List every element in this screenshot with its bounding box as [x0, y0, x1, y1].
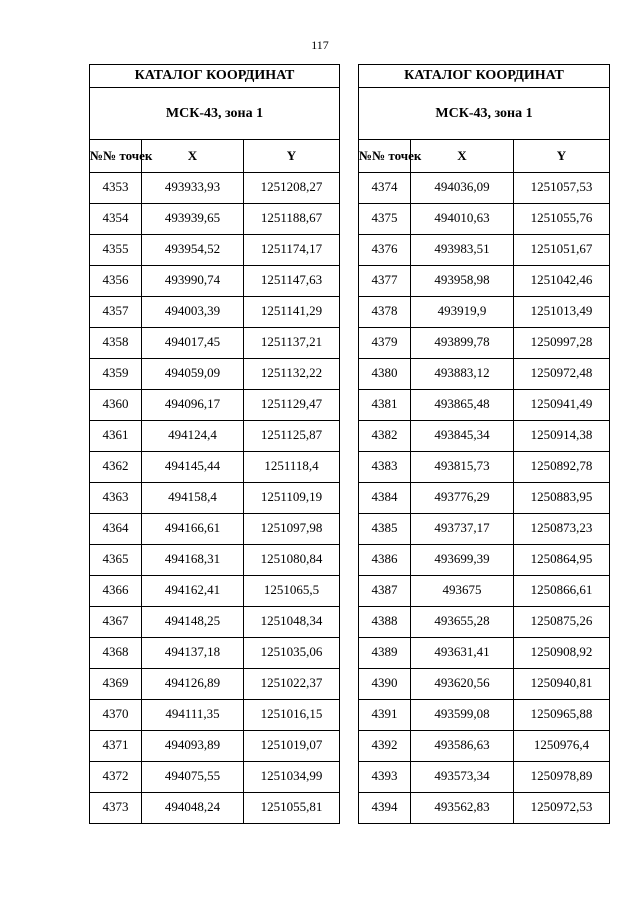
x-coordinate-cell: 494036,09 [411, 173, 514, 204]
y-coordinate-cell: 1251109,19 [244, 483, 340, 514]
y-coordinate-cell: 1250875,26 [514, 607, 610, 638]
point-number-cell: 4377 [359, 266, 411, 297]
x-coordinate-cell: 494145,44 [142, 452, 244, 483]
y-coordinate-cell: 1251141,29 [244, 297, 340, 328]
x-coordinate-cell: 494093,89 [142, 731, 244, 762]
point-number-cell: 4389 [359, 638, 411, 669]
point-number-cell: 4370 [90, 700, 142, 731]
coordinate-catalog-table-left [89, 64, 340, 824]
table-row [359, 483, 610, 514]
point-number-cell: 4369 [90, 669, 142, 700]
y-coordinate-cell: 1251051,67 [514, 235, 610, 266]
point-number-cell: 4385 [359, 514, 411, 545]
table-row [90, 235, 340, 266]
point-number-cell: 4382 [359, 421, 411, 452]
point-number-cell: 4381 [359, 390, 411, 421]
table-row [359, 793, 610, 824]
point-number-cell: 4372 [90, 762, 142, 793]
table-row [90, 576, 340, 607]
point-number-cell: 4355 [90, 235, 142, 266]
x-coordinate-cell: 494158,4 [142, 483, 244, 514]
x-coordinate-cell: 493939,65 [142, 204, 244, 235]
point-number-cell: 4354 [90, 204, 142, 235]
point-number-cell: 4388 [359, 607, 411, 638]
table-row [90, 669, 340, 700]
coordinate-system-subtitle: МСК-43, зона 1 [90, 88, 340, 140]
x-coordinate-cell: 493776,29 [411, 483, 514, 514]
point-number-cell: 4387 [359, 576, 411, 607]
x-coordinate-cell: 493899,78 [411, 328, 514, 359]
table-row [90, 328, 340, 359]
table-row [359, 576, 610, 607]
point-number-cell: 4361 [90, 421, 142, 452]
table-row [359, 328, 610, 359]
point-number-cell: 4367 [90, 607, 142, 638]
x-coordinate-cell: 493815,73 [411, 452, 514, 483]
column-header-y: Y [514, 140, 610, 173]
table-row [359, 421, 610, 452]
table-row [359, 700, 610, 731]
page-number: 117 [311, 38, 329, 52]
x-coordinate-cell: 494124,4 [142, 421, 244, 452]
x-coordinate-cell: 493933,93 [142, 173, 244, 204]
y-coordinate-cell: 1251057,53 [514, 173, 610, 204]
x-coordinate-cell: 494148,25 [142, 607, 244, 638]
x-coordinate-cell: 494003,39 [142, 297, 244, 328]
y-coordinate-cell: 1251022,37 [244, 669, 340, 700]
y-coordinate-cell: 1251174,17 [244, 235, 340, 266]
y-coordinate-cell: 1251208,27 [244, 173, 340, 204]
x-coordinate-cell: 493620,56 [411, 669, 514, 700]
x-coordinate-cell: 494096,17 [142, 390, 244, 421]
x-coordinate-cell: 494111,35 [142, 700, 244, 731]
x-coordinate-cell: 493573,34 [411, 762, 514, 793]
point-number-cell: 4375 [359, 204, 411, 235]
point-number-cell: 4356 [90, 266, 142, 297]
x-coordinate-cell: 494137,18 [142, 638, 244, 669]
x-coordinate-cell: 494048,24 [142, 793, 244, 824]
x-coordinate-cell: 493631,41 [411, 638, 514, 669]
table-row [90, 514, 340, 545]
y-coordinate-cell: 1251042,46 [514, 266, 610, 297]
table-row [359, 669, 610, 700]
y-coordinate-cell: 1251055,76 [514, 204, 610, 235]
table-row [90, 607, 340, 638]
y-coordinate-cell: 1251188,67 [244, 204, 340, 235]
point-number-cell: 4393 [359, 762, 411, 793]
point-number-cell: 4380 [359, 359, 411, 390]
y-coordinate-cell: 1251048,34 [244, 607, 340, 638]
y-coordinate-cell: 1250940,81 [514, 669, 610, 700]
table-row [359, 359, 610, 390]
x-coordinate-cell: 493562,83 [411, 793, 514, 824]
table-row [90, 173, 340, 204]
point-number-cell: 4390 [359, 669, 411, 700]
x-coordinate-cell: 494162,41 [142, 576, 244, 607]
x-coordinate-cell: 494166,61 [142, 514, 244, 545]
point-number-cell: 4359 [90, 359, 142, 390]
y-coordinate-cell: 1250914,38 [514, 421, 610, 452]
x-coordinate-cell: 493865,48 [411, 390, 514, 421]
table-row [359, 204, 610, 235]
x-coordinate-cell: 494126,89 [142, 669, 244, 700]
table-body [359, 173, 610, 824]
x-coordinate-cell: 494075,55 [142, 762, 244, 793]
x-coordinate-cell: 494059,09 [142, 359, 244, 390]
table-row [90, 700, 340, 731]
point-number-cell: 4368 [90, 638, 142, 669]
y-coordinate-cell: 1250866,61 [514, 576, 610, 607]
y-coordinate-cell: 1251034,99 [244, 762, 340, 793]
y-coordinate-cell: 1251125,87 [244, 421, 340, 452]
y-coordinate-cell: 1251097,98 [244, 514, 340, 545]
y-coordinate-cell: 1250941,49 [514, 390, 610, 421]
table-row [90, 390, 340, 421]
x-coordinate-cell: 494168,31 [142, 545, 244, 576]
point-number-cell: 4376 [359, 235, 411, 266]
point-number-cell: 4364 [90, 514, 142, 545]
table-row [359, 173, 610, 204]
point-number-cell: 4386 [359, 545, 411, 576]
table-row [90, 731, 340, 762]
table-row [90, 421, 340, 452]
table-row [359, 297, 610, 328]
y-coordinate-cell: 1250978,89 [514, 762, 610, 793]
y-coordinate-cell: 1250972,53 [514, 793, 610, 824]
y-coordinate-cell: 1250976,4 [514, 731, 610, 762]
y-coordinate-cell: 1250892,78 [514, 452, 610, 483]
x-coordinate-cell: 493655,28 [411, 607, 514, 638]
y-coordinate-cell: 1251016,15 [244, 700, 340, 731]
table-row [359, 731, 610, 762]
x-coordinate-cell: 493845,34 [411, 421, 514, 452]
point-number-cell: 4394 [359, 793, 411, 824]
table-row [359, 266, 610, 297]
table-row [90, 793, 340, 824]
x-coordinate-cell: 493954,52 [142, 235, 244, 266]
point-number-cell: 4363 [90, 483, 142, 514]
y-coordinate-cell: 1251013,49 [514, 297, 610, 328]
y-coordinate-cell: 1250864,95 [514, 545, 610, 576]
y-coordinate-cell: 1250965,88 [514, 700, 610, 731]
point-number-cell: 4373 [90, 793, 142, 824]
point-number-cell: 4353 [90, 173, 142, 204]
coordinate-catalog-table-right [358, 64, 610, 824]
table-row [359, 390, 610, 421]
point-number-cell: 4366 [90, 576, 142, 607]
table-row [359, 762, 610, 793]
x-coordinate-cell: 493699,39 [411, 545, 514, 576]
y-coordinate-cell: 1251055,81 [244, 793, 340, 824]
x-coordinate-cell: 493983,51 [411, 235, 514, 266]
catalog-title: КАТАЛОГ КООРДИНАТ [359, 65, 610, 88]
point-number-cell: 4378 [359, 297, 411, 328]
column-header-point-number: №№ точек [359, 140, 411, 173]
x-coordinate-cell: 493737,17 [411, 514, 514, 545]
x-coordinate-cell: 493958,98 [411, 266, 514, 297]
table-row [90, 452, 340, 483]
point-number-cell: 4379 [359, 328, 411, 359]
column-header-y: Y [244, 140, 340, 173]
y-coordinate-cell: 1251065,5 [244, 576, 340, 607]
x-coordinate-cell: 493883,12 [411, 359, 514, 390]
table-row [359, 545, 610, 576]
table-row [359, 638, 610, 669]
table-row [359, 235, 610, 266]
y-coordinate-cell: 1251118,4 [244, 452, 340, 483]
y-coordinate-cell: 1250972,48 [514, 359, 610, 390]
catalog-title: КАТАЛОГ КООРДИНАТ [90, 65, 340, 88]
point-number-cell: 4357 [90, 297, 142, 328]
point-number-cell: 4371 [90, 731, 142, 762]
y-coordinate-cell: 1251132,22 [244, 359, 340, 390]
y-coordinate-cell: 1251137,21 [244, 328, 340, 359]
point-number-cell: 4384 [359, 483, 411, 514]
column-header-x: X [142, 140, 244, 173]
point-number-cell: 4360 [90, 390, 142, 421]
x-coordinate-cell: 493675 [411, 576, 514, 607]
y-coordinate-cell: 1250873,23 [514, 514, 610, 545]
point-number-cell: 4391 [359, 700, 411, 731]
point-number-cell: 4362 [90, 452, 142, 483]
table-body [90, 173, 340, 824]
table-row [359, 607, 610, 638]
y-coordinate-cell: 1251129,47 [244, 390, 340, 421]
x-coordinate-cell: 493586,63 [411, 731, 514, 762]
column-header-point-number: №№ точек [90, 140, 142, 173]
y-coordinate-cell: 1251035,06 [244, 638, 340, 669]
point-number-cell: 4365 [90, 545, 142, 576]
point-number-cell: 4383 [359, 452, 411, 483]
point-number-cell: 4392 [359, 731, 411, 762]
column-header-x: X [411, 140, 514, 173]
point-number-cell: 4374 [359, 173, 411, 204]
point-number-cell: 4358 [90, 328, 142, 359]
y-coordinate-cell: 1250908,92 [514, 638, 610, 669]
x-coordinate-cell: 494017,45 [142, 328, 244, 359]
table-row [90, 483, 340, 514]
table-row [90, 266, 340, 297]
coordinate-system-subtitle: МСК-43, зона 1 [359, 88, 610, 140]
table-row [90, 359, 340, 390]
table-row [90, 638, 340, 669]
x-coordinate-cell: 493919,9 [411, 297, 514, 328]
table-row [359, 452, 610, 483]
x-coordinate-cell: 493990,74 [142, 266, 244, 297]
table-row [359, 514, 610, 545]
table-row [90, 204, 340, 235]
x-coordinate-cell: 493599,08 [411, 700, 514, 731]
y-coordinate-cell: 1251019,07 [244, 731, 340, 762]
table-row [90, 762, 340, 793]
table-row [90, 297, 340, 328]
y-coordinate-cell: 1250883,95 [514, 483, 610, 514]
y-coordinate-cell: 1251080,84 [244, 545, 340, 576]
y-coordinate-cell: 1250997,28 [514, 328, 610, 359]
y-coordinate-cell: 1251147,63 [244, 266, 340, 297]
table-row [90, 545, 340, 576]
x-coordinate-cell: 494010,63 [411, 204, 514, 235]
